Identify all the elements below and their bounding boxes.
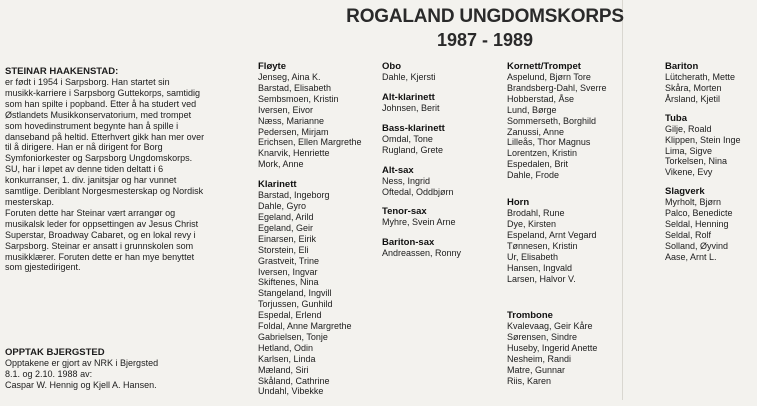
member-name: Egeland, Arild <box>258 211 314 222</box>
instrument-heading: Tuba <box>665 112 687 124</box>
member-name: Dahle, Kjersti <box>382 72 436 82</box>
instrument-heading: Bariton <box>665 61 699 72</box>
member-name: Espeland, Arnt Vegard <box>507 229 597 240</box>
roster-column-2 <box>382 61 492 268</box>
instrument-section <box>665 61 757 105</box>
member-name: Einarsen, Eirik <box>258 233 317 244</box>
member-name: Barstad, Ingeborg <box>258 190 330 201</box>
text-line: Symfoniorkester og Sarpsborg Ungdomskorps. <box>5 153 193 164</box>
member-name: Larsen, Halvor V. <box>507 273 576 284</box>
member-name: Nesheim, Randi <box>507 354 572 365</box>
instrument-section <box>382 165 492 198</box>
instrument-section <box>507 61 622 181</box>
member-name: Huseby, Ingerid Anette <box>507 343 598 354</box>
member-name: Gilje, Roald <box>665 123 712 134</box>
instrument-section <box>382 61 492 83</box>
member-name: Årsland, Kjetil <box>665 93 721 104</box>
member-name: Espedal, Erlend <box>258 310 322 321</box>
instrument-heading: Slagverk <box>665 186 705 198</box>
intro-text <box>5 77 245 273</box>
instrument-section <box>665 113 757 179</box>
member-name: Gabrielsen, Tonje <box>258 331 328 342</box>
text-line: som han spilte i popband. Etter å ha studert ved <box>5 98 197 109</box>
member-name: Egeland, Geir <box>258 222 314 233</box>
instrument-heading: Alt-sax <box>382 164 414 176</box>
member-name: Dye, Kirsten <box>507 218 557 229</box>
text-line: musikalsk leder for oppsettingen av Jesus Christ <box>5 218 199 229</box>
text-line: mesterskap. <box>5 196 55 207</box>
instrument-section <box>382 206 492 228</box>
text-line: danseband på heltid. Etterhvert gikk han mer over <box>5 131 205 142</box>
member-name: Zanussi, Anne <box>507 126 565 137</box>
member-name: Kvalevaag, Geir Kåre <box>507 321 593 332</box>
member-name: Foldal, Anne Margrethe <box>258 321 352 332</box>
member-name: Lund, Børge <box>507 104 557 115</box>
text-line: 8.1. og 2.10. 1988 av: <box>5 368 93 379</box>
member-name: Jenseg, Aina K. <box>258 72 321 82</box>
member-name: Johnsen, Berit <box>382 102 440 113</box>
instrument-section <box>382 92 492 114</box>
member-name: Matre, Gunnar <box>507 365 566 376</box>
text-line: er født i 1954 i Sarpsborg. Han startet sin <box>5 77 170 87</box>
member-name: Undahl, Vibekke <box>258 386 324 397</box>
member-name: Hansen, Ingvald <box>507 262 573 273</box>
member-name: Barstad, Elisabeth <box>258 82 332 93</box>
member-name: Mork, Anne <box>258 159 304 170</box>
instrument-heading: Kornett/Trompet <box>507 61 581 72</box>
member-name: Klippen, Stein Inge <box>665 134 741 145</box>
text-line: musikk-karriere i Sarpsborg Guttekorps, samtidig <box>5 87 201 98</box>
member-name: Rugland, Grete <box>382 144 444 155</box>
member-name: Lilleås, Thor Magnus <box>507 137 591 148</box>
instrument-section <box>507 310 622 386</box>
text-line: Foruten dette har Steinar vært arrangør og <box>5 207 176 218</box>
text-line: samtlige. Deriblant Norgesmesterskap og Nordisk <box>5 186 204 197</box>
member-name: Omdal, Tone <box>382 133 433 144</box>
instrument-section <box>258 179 368 397</box>
member-name: Torkelsen, Nina <box>665 156 728 167</box>
member-name: Storstein, Eli <box>258 244 309 255</box>
text-line: Sarpsborg. Steinar er ansatt i grunnskolen som <box>5 240 194 251</box>
intro-block <box>5 66 245 273</box>
member-name: Vikene, Evy <box>665 167 713 178</box>
recording-text <box>5 358 245 391</box>
member-name: Espedalen, Brit <box>507 159 569 170</box>
text-line: Østlandets Musikkonservatorium, med trompet <box>5 109 192 120</box>
text-line: Opptakene er gjort av NRK i Bjergsted <box>5 358 159 368</box>
member-name: Andreassen, Ronny <box>382 248 462 259</box>
member-name: Solland, Øyvind <box>665 240 729 251</box>
member-name: Karlsen, Linda <box>258 353 316 364</box>
member-name: Seldal, Henning <box>665 219 729 230</box>
instrument-section <box>507 197 622 284</box>
text-line: SU, har i løpet av denne tiden deltatt i 6 <box>5 164 164 175</box>
member-name: Aase, Arnt L. <box>665 251 717 262</box>
member-name: Palco, Benedicte <box>665 208 733 219</box>
text-line: musikklærer. Foruten dette er han mye benyttet <box>5 251 195 262</box>
text-line: Superstar, Broadway Cabaret, og en lokal revy i <box>5 229 196 240</box>
member-name: Ur, Elisabeth <box>507 251 559 262</box>
instrument-heading: Bass-klarinett <box>382 122 445 134</box>
roster-column-4 <box>665 61 757 271</box>
member-name: Skåland, Cathrine <box>258 375 330 386</box>
member-name: Lorentzen, Kristin <box>507 148 578 159</box>
instrument-heading: Horn <box>507 197 530 209</box>
member-name: Lima, Sigve <box>665 145 713 156</box>
page-fold <box>622 0 623 400</box>
member-name: Oftedal, Oddbjørn <box>382 186 454 197</box>
instrument-heading: Klarinett <box>258 179 297 191</box>
member-name: Mæland, Siri <box>258 364 309 375</box>
member-name: Iversen, Eivor <box>258 104 314 115</box>
instrument-heading: Bariton-sax <box>382 237 435 249</box>
roster-column-1 <box>258 61 368 406</box>
member-name: Brandsberg-Dahl, Sverre <box>507 82 607 93</box>
page-years: 1987 - 1989 <box>436 30 534 50</box>
member-name: Sørensen, Sindre <box>507 332 578 343</box>
text-line: som hovedinstrument begynte han å spille i <box>5 120 179 131</box>
member-name: Stangeland, Ingvill <box>258 288 332 299</box>
member-name: Myhre, Svein Arne <box>382 217 456 228</box>
member-name: Torjussen, Gunhild <box>258 299 333 310</box>
instrument-heading: Alt-klarinett <box>382 91 435 103</box>
instrument-heading: Fløyte <box>258 61 286 72</box>
roster-column-3 <box>507 61 622 396</box>
member-name: Næss, Marianne <box>258 115 325 126</box>
recording-block <box>5 347 245 391</box>
member-name: Tønnesen, Kristin <box>507 240 578 251</box>
member-name: Pedersen, Mirjam <box>258 126 329 137</box>
member-name: Ness, Ingrid <box>382 175 431 186</box>
member-name: Dahle, Frode <box>507 170 560 181</box>
member-name: Seldal, Rolf <box>665 229 712 240</box>
intro-heading: STEINAR HAAKENSTAD: <box>5 66 119 77</box>
recording-heading: OPPTAK BJERGSTED <box>5 347 105 358</box>
member-name: Erichsen, Ellen Margrethe <box>258 137 362 148</box>
member-name: Myrholt, Bjørn <box>665 197 722 208</box>
member-name: Lütcherath, Mette <box>665 72 736 82</box>
member-name: Hobberstad, Åse <box>507 93 575 104</box>
member-name: Sembsmoen, Kristin <box>258 93 339 104</box>
instrument-heading: Tenor-sax <box>382 206 427 218</box>
member-name: Brodahl, Rune <box>507 208 565 219</box>
instrument-heading: Obo <box>382 61 401 72</box>
instrument-heading: Trombone <box>507 310 553 322</box>
instrument-section <box>382 237 492 259</box>
text-line: til å dirigere. Han er nå dirigent for Borg <box>5 142 163 153</box>
member-name: Grastveit, Trine <box>258 255 320 266</box>
instrument-section <box>258 61 368 170</box>
member-name: Skiftenes, Nina <box>258 277 319 288</box>
text-line: Caspar W. Hennig og Kjell A. Hansen. <box>5 379 157 390</box>
text-line: som gjestedirigent. <box>5 262 81 273</box>
member-name: Skåra, Morten <box>665 82 722 93</box>
member-name: Dahle, Gyro <box>258 201 307 212</box>
instrument-section <box>665 186 757 262</box>
header <box>325 6 645 51</box>
member-name: Hetland, Odin <box>258 342 314 353</box>
member-name: Iversen, Ingvar <box>258 266 318 277</box>
member-name: Aspelund, Bjørn Tore <box>507 72 591 82</box>
member-name: Sommerseth, Borghild <box>507 115 597 126</box>
page-title: ROGALAND UNGDOMSKORPS <box>346 6 624 27</box>
member-name: Knarvik, Henriette <box>258 148 330 159</box>
instrument-section <box>382 123 492 156</box>
text-line: konkurranser, 1. div. janitsjar og har vunnet <box>5 175 177 186</box>
member-name: Riis, Karen <box>507 375 552 386</box>
